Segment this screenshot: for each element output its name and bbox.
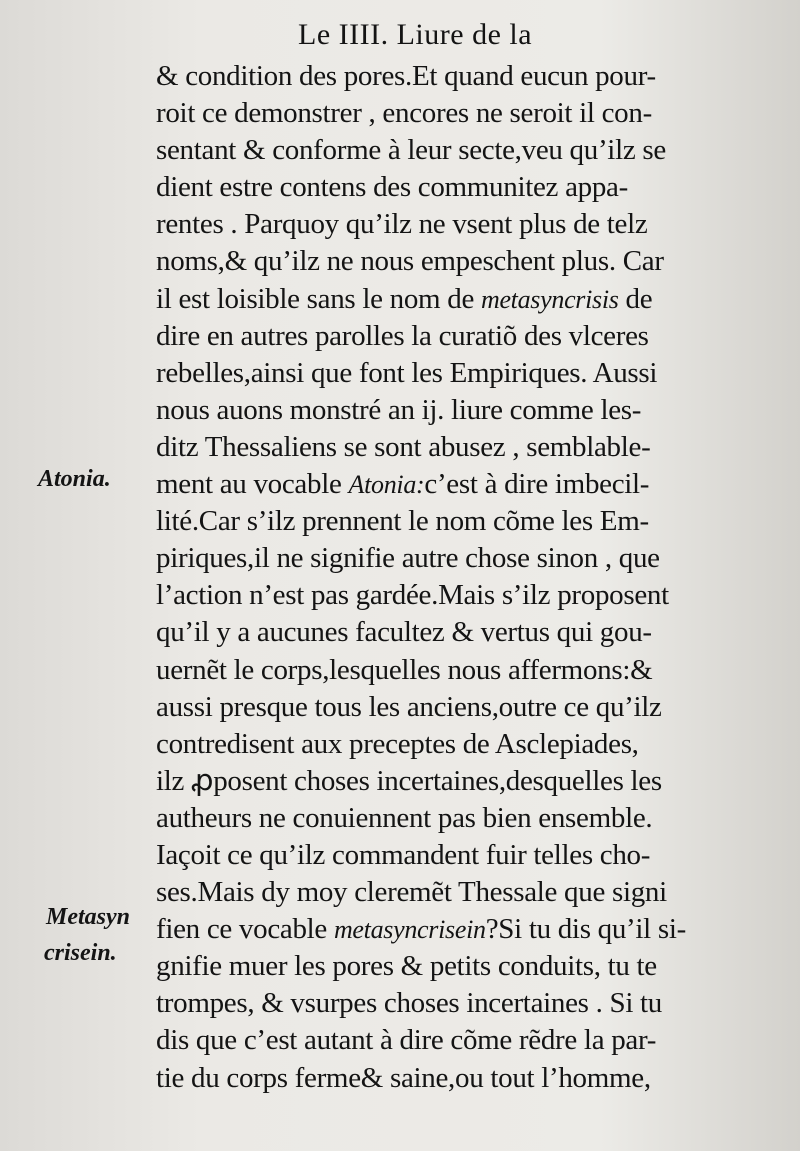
text-line	[156, 1022, 756, 1059]
text-line	[156, 58, 756, 95]
text-line	[156, 429, 756, 466]
text-line-content: qu’il y a aucunes facultez & vertus qui gou-	[156, 616, 652, 649]
text-line-content: ilz ꝓposent choses incertaines,desquelles les	[156, 764, 662, 797]
text-line-content: tie du corps ferme& saine,ou tout l’homme,	[156, 1061, 651, 1094]
text-line-content: uernẽt le corps,lesquelles nous affermons:&	[156, 653, 653, 686]
text-line	[156, 726, 756, 763]
text-line	[156, 132, 756, 169]
text-line	[156, 169, 756, 206]
text-line	[156, 392, 756, 429]
running-header: Le IIII. Liure de la	[298, 18, 533, 51]
text-line	[156, 318, 756, 355]
text-line-content: trompes, & vsurpes choses incertaines . Si tu	[156, 987, 662, 1020]
text-line	[156, 95, 756, 132]
italic-term: Atonia:	[348, 470, 425, 500]
text-line	[156, 355, 756, 392]
text-line	[156, 577, 756, 614]
text-line	[156, 243, 756, 280]
text-line-content: Iaçoit ce qu’ilz commandent fuir telles cho-	[156, 838, 651, 871]
text-line-content: dient estre contens des communitez appa-	[156, 171, 628, 204]
margin-note-metasyn: Metasyn	[46, 904, 130, 930]
text-line-content: aussi presque tous les anciens,outre ce qu’ilz	[156, 690, 662, 723]
text-line	[156, 948, 756, 985]
text-line-content: ditz Thessaliens se sont abusez , semblable-	[156, 430, 651, 463]
italic-term: metasyncrisein	[333, 915, 486, 945]
text-line	[156, 689, 756, 726]
text-line	[156, 985, 756, 1022]
text-line-content: il est loisible sans le nom de	[156, 282, 481, 315]
text-line	[156, 466, 756, 503]
text-line-content: de	[618, 282, 653, 315]
text-line-content: sentant & conforme à leur secte,veu qu’ilz se	[156, 134, 666, 167]
text-line-content: roit ce demonstrer , encores ne seroit il con-	[156, 97, 652, 130]
text-line	[156, 837, 756, 874]
text-line	[156, 652, 756, 689]
margin-note-crisein: crisein.	[44, 940, 117, 966]
text-line	[156, 503, 756, 540]
text-line-content: ?Si tu dis qu’il si-	[485, 913, 686, 946]
text-line	[156, 763, 756, 800]
text-line	[156, 281, 756, 318]
text-line-content: rentes . Parquoy qu’ilz ne vsent plus de telz	[156, 208, 648, 241]
text-line-content: nous auons monstré an ij. liure comme les-	[156, 393, 642, 426]
text-line	[156, 911, 756, 948]
text-line-content: c’est à dire imbecil-	[424, 468, 650, 501]
text-line-content: & condition des pores.Et quand eucun pour-	[156, 60, 656, 92]
text-line-content: noms,& qu’ilz ne nous empeschent plus. Car	[156, 245, 664, 278]
text-line-content: piriques,il ne signifie autre chose sinon , que	[156, 542, 660, 575]
text-line	[156, 800, 756, 837]
text-line	[156, 206, 756, 243]
text-line-content: gnifie muer les pores & petits conduits, tu te	[156, 950, 657, 983]
text-line	[156, 614, 756, 651]
text-line-content: lité.Car s’ilz prennent le nom cõme les Em-	[156, 505, 649, 538]
margin-note-atonia: Atonia.	[38, 466, 111, 492]
text-line	[156, 874, 756, 911]
text-block	[156, 58, 756, 1097]
text-line-content: autheurs ne conuiennent pas bien ensemble.	[156, 801, 653, 834]
text-line-content: l’action n’est pas gardée.Mais s’ilz proposent	[156, 579, 669, 612]
text-line-content: fien ce vocable	[156, 913, 334, 946]
text-line	[156, 1060, 756, 1097]
text-line-content: dire en autres parolles la curatiõ des vlceres	[156, 319, 649, 352]
text-line-content: ment au vocable	[156, 468, 349, 501]
text-line-content: contredisent aux preceptes de Asclepiades,	[156, 727, 639, 760]
text-line-content: rebelles,ainsi que font les Empiriques. Aussi	[156, 356, 658, 389]
text-line-content: dis que c’est autant à dire cõme rẽdre la par-	[156, 1024, 657, 1057]
text-line	[156, 540, 756, 577]
text-line-content: ses.Mais dy moy cleremẽt Thessale que signi	[156, 876, 667, 909]
italic-term: metasyncrisis	[480, 284, 619, 314]
